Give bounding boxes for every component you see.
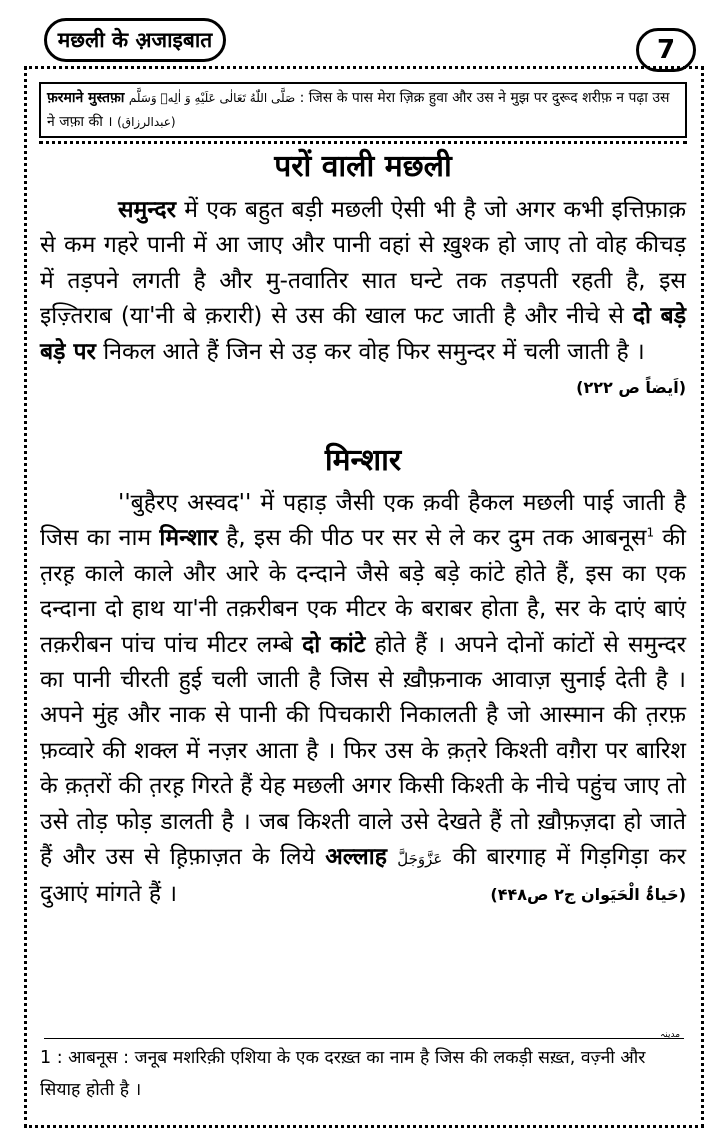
reference-citation: (حَیاۃُ الْحَیَوان ج۲ ص۴۴۸) xyxy=(490,885,686,905)
salawat-text: صَلَّى اللّٰهُ تَعَالٰى عَلَيْهِ وَ اٰلِهٖ وَسَلَّم xyxy=(128,91,296,105)
text-run: निकल आते हैं जिन से उड़ कर वोह फिर समुन्दर में चली जाती है । xyxy=(95,338,645,365)
section-heading-minshar: मिन्शार xyxy=(324,443,402,478)
text-run: होते हैं । अपने दोनों कांटों से समुन्दर का पानी चीरती हुई चली जाती है जिस से ख़ौफ़नाक आवाज़ सुनाई देती है । अपने मुंह और नाक से पानी की पिचकारी निकालती है जो आस्मान की त़रफ़ फ़व्वारे की शक्ल में नज़र आता है । फिर उस के क़त़रे किश्ती वग़ैरा पर बारिश के क़त़रों की त़रह़ गिरते हैं येह मछली अगर किसी किश्ती के नीचे पहुंच जाए तो उसे तोड़ फोड़ डालती है । जब किश्ती वाले उसे देखते हैं तो ख़ौफ़ज़दा हो जाते हैं और उस से ह़िफ़ाज़त के लिये xyxy=(40,631,686,871)
hadith-box xyxy=(39,82,687,138)
madina-mark: مدینہ xyxy=(660,1030,681,1040)
footnote-text: 1 : आबनूस : जनूब मशरिक़ी एशिया के एक दरख़्त का नाम है जिस की लकड़ी सख़्त, वज़्नी और सियाह होती है । xyxy=(40,1048,646,1100)
footnote-rule xyxy=(44,1038,684,1039)
reference-citation: (اَیضاً ص ۲۲۲) xyxy=(576,378,686,398)
paragraph-winged-fish xyxy=(40,193,686,405)
text-run: में एक बहुत बड़ी मछली ऐसी भी है जो अगर कभी इत्तिफ़ाक़ से कम गहरे पानी में आ जाए और पानी वहां से ख़ुश्क हो जाए तो वोह कीचड़ में तड़पने लगती है और मु-तवातिर सात घन्टे तक तड़पती रहती है, इस इज़्तिराब (या'नी बे क़रारी) से उस की खाल फट जाती है और नीचे से xyxy=(40,197,686,330)
bold-term: मिन्शार xyxy=(159,525,218,552)
text-run: ''बुहैरए अस्वद'' में पहाड़ जैसी एक क़वी हैकल मछली पाई जाती है जिस का नाम xyxy=(40,490,686,552)
bold-term: दो कांटे xyxy=(302,631,366,658)
bold-term: अल्लाह xyxy=(325,844,387,871)
arabic-honorific: عَزَّوَجَلَّ xyxy=(397,850,443,869)
bold-term: समुन्दर xyxy=(118,197,177,223)
footnote-marker: 1 xyxy=(646,525,655,540)
hadith-separator xyxy=(39,141,687,144)
text-run: की त़रह़ काले काले और आरे के दन्दाने जैसे बड़े बड़े कांटे होते हैं, इस का एक दन्दाना दो हाथ या'नी तक़रीबन एक मीटर के बराबर होता है, सर के दाएं बाएं तक़रीबन पांच पांच मीटर लम्बे xyxy=(40,525,686,658)
bold-term: दो बड़े बड़े पर xyxy=(40,303,686,365)
page-number: 7 xyxy=(636,28,696,72)
paragraph-minshar xyxy=(40,486,686,913)
hadith-text: : जिस के पास मेरा ज़िक्र हुवा और उस ने मुझ पर दुरूद शरीफ़ न पढ़ा उस ने जफ़ा की । xyxy=(47,90,670,130)
section-heading-winged-fish: परों वाली मछली xyxy=(274,149,452,184)
book-title: मछली के अ़जाइबात xyxy=(44,18,226,62)
hadith-source: (عبدالرزاق) xyxy=(117,115,176,129)
text-run: की बारगाह में गिड़गिड़ा कर दुआएं मांगते हैं । xyxy=(40,844,687,908)
hadith-lead: फ़रमाने मुस्तफ़ा xyxy=(47,90,125,106)
text-run: है, इस की पीठ पर सर से ले कर दुम तक आबनूस xyxy=(217,525,647,552)
